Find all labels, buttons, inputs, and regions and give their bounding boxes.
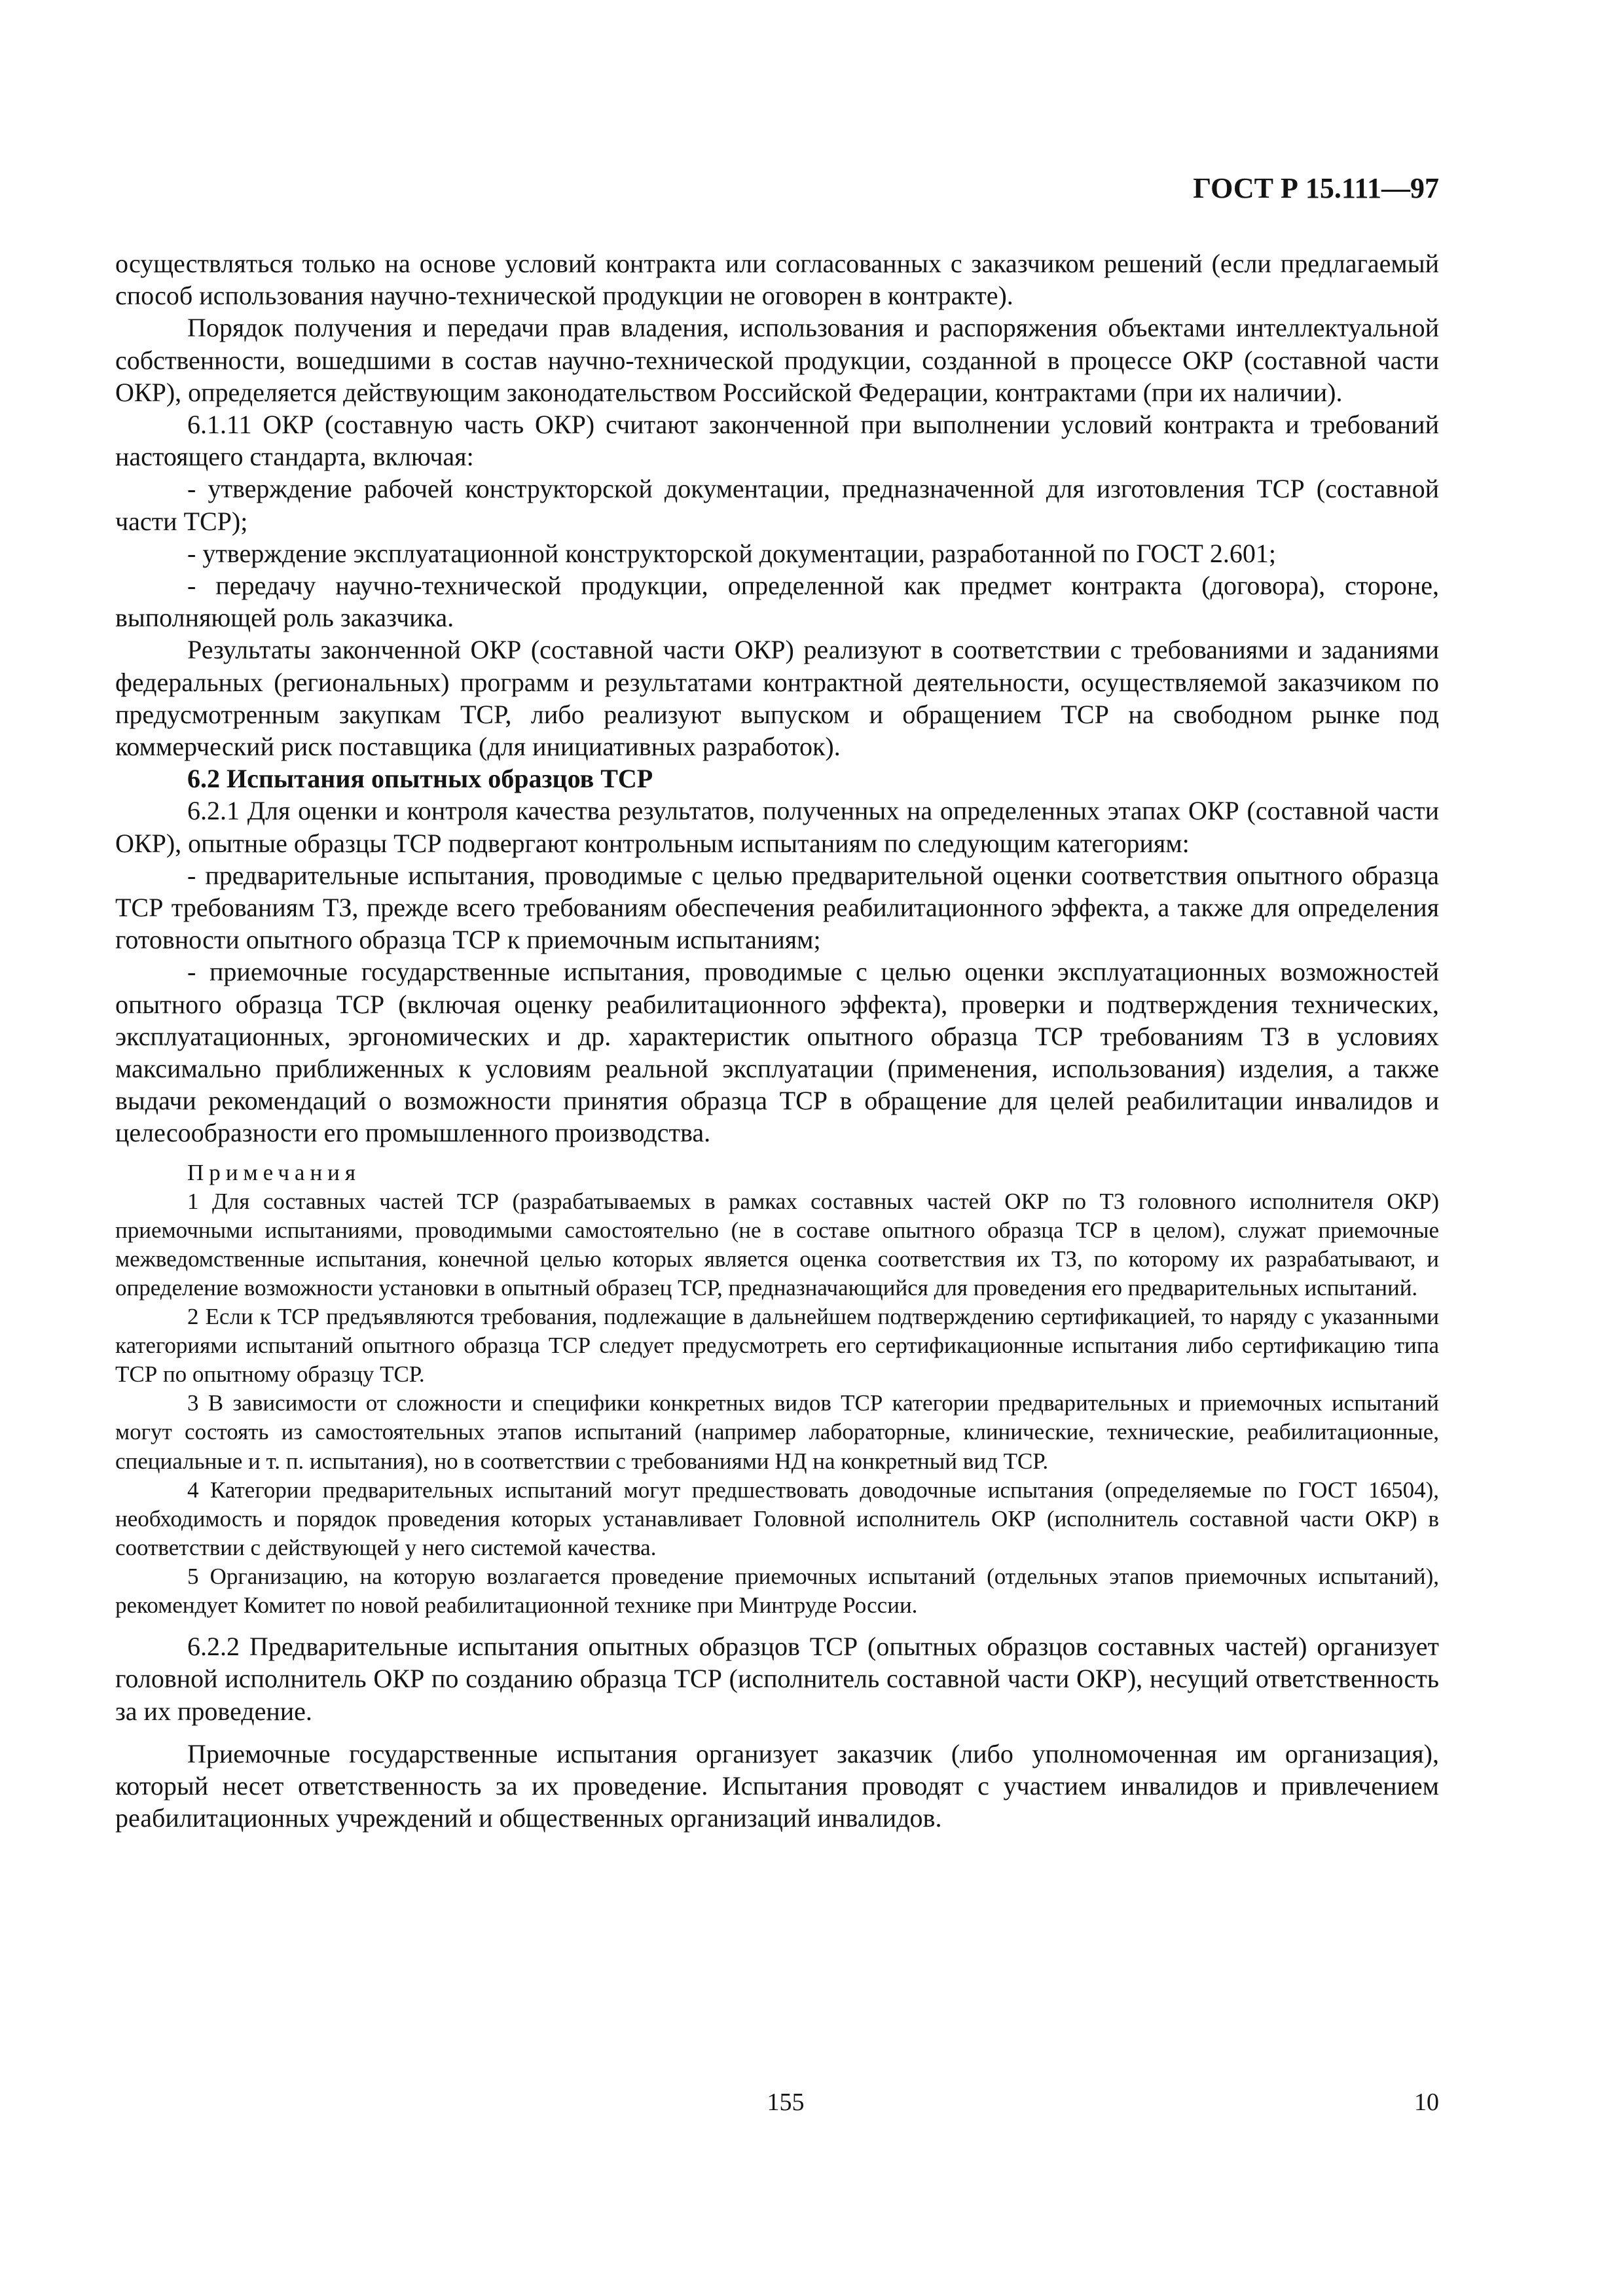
- note-item: 5 Организацию, на которую возлагается проведение приемочных испытаний (отдельных этапов приемочных испытаний), рекомендует Комитет по новой реабилитационной технике при Минтруде России.: [115, 1563, 1439, 1618]
- list-item-operational-docs: - утверждение эксплуатационной конструкторской документации, разработанной по ГОСТ 2.601;: [187, 538, 1276, 568]
- list-item-transfer: - передачу научно-технической продукции, определенной как предмет контракта (договора), стороне, выполняющей роль заказчика.: [115, 571, 1439, 633]
- note-item: 3 В зависимости от сложности и специфики конкретных видов ТСР категории предварительных и приемочных испытаний могут состоять из самостоятельных этапов испытаний (например лабораторные, клинические, технические, реабилитационные, специальные и т. п. испытания), но в соответствии с требованиями НД на конкретный вид ТСР.: [115, 1390, 1439, 1474]
- note-item: 2 Если к ТСР предъявляются требования, подлежащие в дальнейшем подтверждению сертификацией, то наряду с указанными категориями испытаний опытного образца ТСР следует предусмотреть его сертификационные испытания либо сертификацию типа ТСР по опытному образцу ТСР.: [115, 1304, 1439, 1388]
- note-item: 4 Категории предварительных испытаний могут предшествовать доводочные испытания (определяемые по ГОСТ 16504), необходимость и порядок проведения которых устанавливает Головной исполнитель ОКР (исполнитель составной части ОКР) в соответствии с действующей у него системой качества.: [115, 1477, 1439, 1560]
- section-title: 6.2 Испытания опытных образцов ТСР: [187, 764, 653, 794]
- document-body: [115, 247, 1439, 1834]
- document-code: ГОСТ Р 15.111—97: [1193, 172, 1439, 204]
- sheet-number: 10: [1414, 2089, 1439, 2116]
- paragraph-rights: Порядок получения и передачи прав владения, использования и распоряжения объектами интеллектуальной собственности, вошедшими в состав научно-технической продукции, созданной в процессе ОКР (составной части ОКР), определяется действующим законодательством Российской Федерации, контрактами (при их наличии).: [115, 313, 1439, 407]
- paragraph-6-2-1: 6.2.1 Для оценки и контроля качества результатов, полученных на определенных этапах ОКР (составной части ОКР), опытные образцы ТСР подвергают контрольным испытаниям по следующим категориям:: [115, 796, 1439, 858]
- notes-title: Примечания: [187, 1159, 361, 1185]
- paragraph-results: Результаты законченной ОКР (составной части ОКР) реализуют в соответствии с требованиями и заданиями федеральных (региональных) программ и результатами контрактной деятельности, осуществляемой заказчиком по предусмотренным закупкам ТСР, либо реализуют выпуском и обращением ТСР на свободном рынке под коммерческий риск поставщика (для инициативных разработок).: [115, 635, 1439, 762]
- list-item-working-docs: - утверждение рабочей конструкторской документации, предназначенной для изготовления ТСР (составной части ТСР);: [115, 474, 1439, 536]
- paragraph-6-2-2: 6.2.2 Предварительные испытания опытных образцов ТСР (опытных образцов составных частей) организует головной исполнитель ОКР по созданию образца ТСР (исполнитель составной части ОКР), несущий ответственность за их проведение.: [115, 1632, 1439, 1726]
- list-item-acceptance-tests: - приемочные государственные испытания, проводимые с целью оценки эксплуатационных возможностей опытного образца ТСР (включая оценку реабилитационного эффекта), проверки и подтверждения технических, эксплуатационных, эргономических и др. характеристик опытного образца ТСР требованиям ТЗ в условиях максимально приближенных к условиям реальной эксплуатации (применения, использования) изделия, а также выдачи рекомендаций о возможности принятия образца ТСР в обращение для целей реабилитации инвалидов и целесообразности его промышленного производства.: [115, 957, 1439, 1148]
- note-item: 1 Для составных частей ТСР (разрабатываемых в рамках составных частей ОКР по ТЗ головного исполнителя ОКР) приемочными испытаниями, проводимыми самостоятельно (не в составе опытного образца ТСР в целом), служат приемочные межведомственные испытания, конечной целью которых является оценка соответствия их ТЗ, по которому их разрабатывают, и определение возможности установки в опытный образец ТСР, предназначающийся для проведения его предварительных испытаний.: [115, 1188, 1439, 1300]
- paragraph-6-1-11: 6.1.11 ОКР (составную часть ОКР) считают законченной при выполнении условий контракта и требований настоящего стандарта, включая:: [115, 410, 1439, 472]
- page-number: 155: [767, 2089, 805, 2116]
- list-item-preliminary-tests: - предварительные испытания, проводимые с целью предварительной оценки соответствия опытного образца ТСР требованиям ТЗ, прежде всего требованиям обеспечения реабилитационного эффекта, а также для определения готовности опытного образца ТСР к приемочным испытаниям;: [115, 860, 1439, 955]
- paragraph-acceptance-org: Приемочные государственные испытания организует заказчик (либо уполномоченная им организация), который несет ответственность за их проведение. Испытания проводят с участием инвалидов и привлечением реабилитационных учреждений и общественных организаций инвалидов.: [115, 1738, 1439, 1833]
- paragraph-continuation: осуществляться только на основе условий контракта или согласованных с заказчиком решений (если предлагаемый способ использования научно-технической продукции не оговорен в контракте).: [115, 249, 1439, 311]
